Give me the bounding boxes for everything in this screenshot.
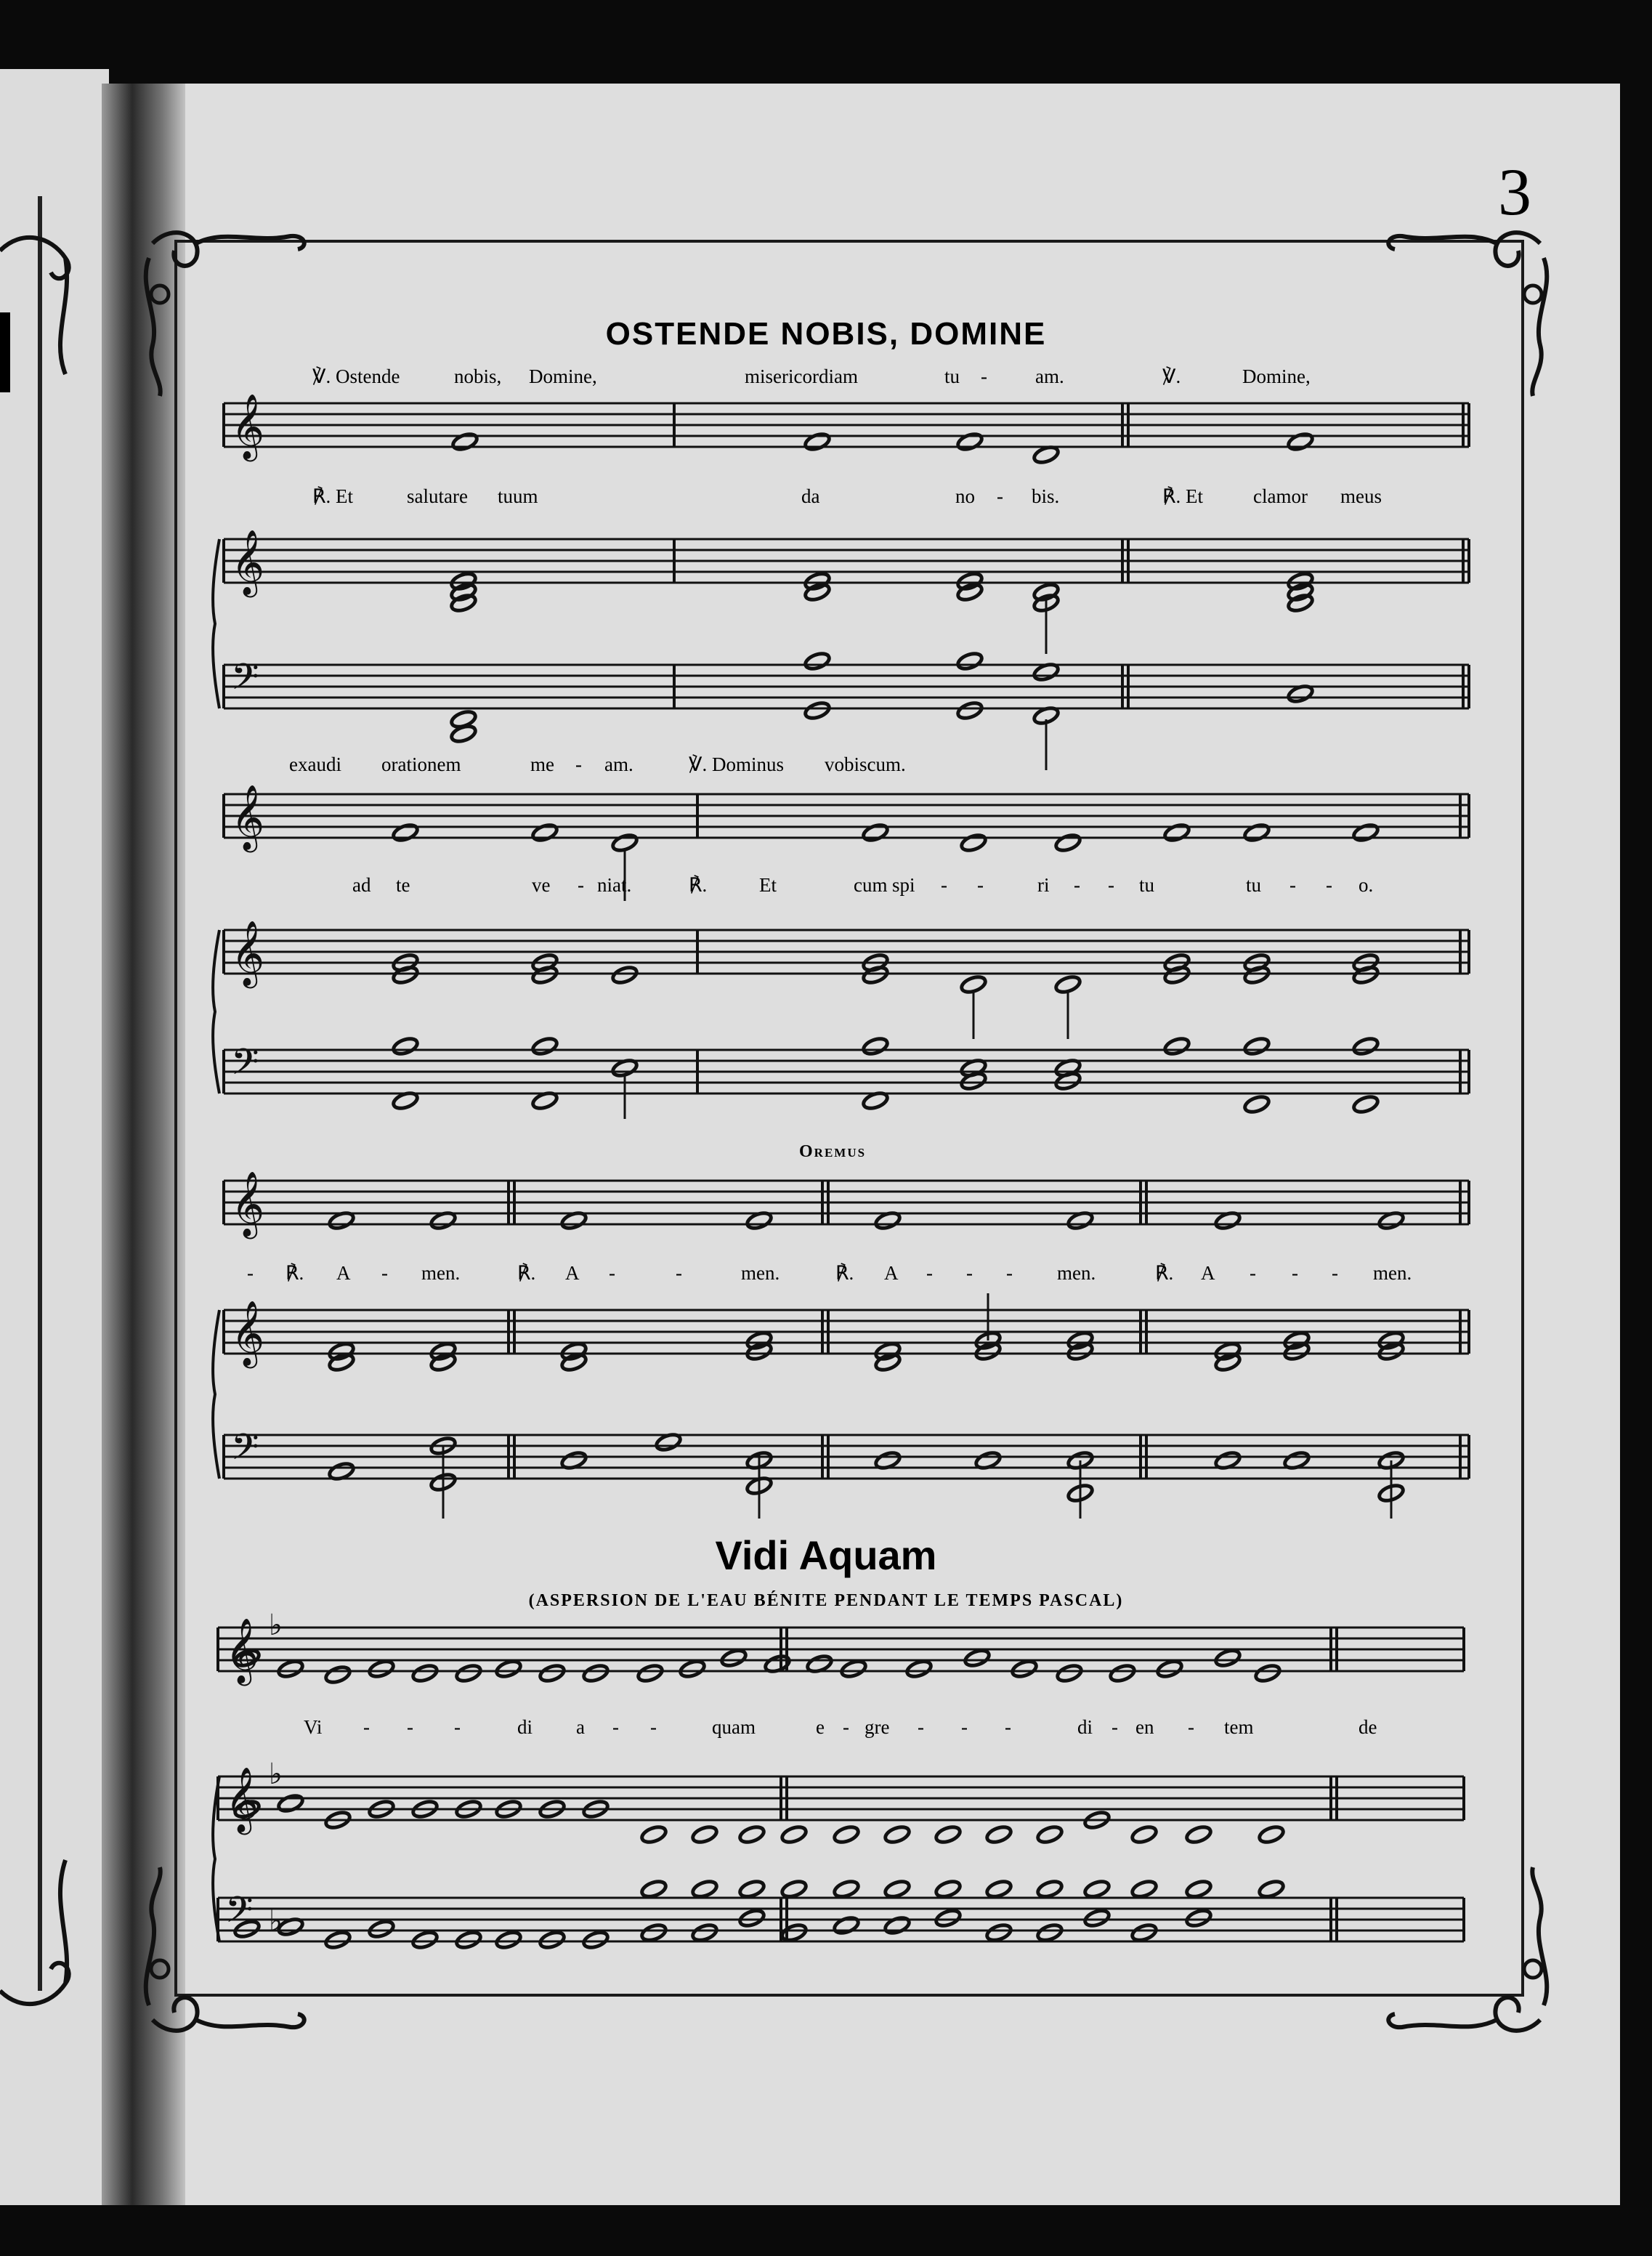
note-head bbox=[277, 1793, 304, 1814]
note-head bbox=[1377, 1341, 1405, 1362]
note-head bbox=[277, 1659, 304, 1680]
lyric-syllable: ℟. bbox=[286, 1262, 304, 1284]
note-head bbox=[883, 1915, 911, 1936]
lyric-syllable: bis. bbox=[1032, 485, 1060, 507]
flat-sign-icon: ♭ bbox=[269, 1609, 283, 1642]
note-head bbox=[1056, 1663, 1083, 1684]
note-head bbox=[720, 1648, 748, 1669]
staff-brace bbox=[213, 1310, 219, 1479]
note-head bbox=[745, 1341, 773, 1362]
treble-clef-icon: 𝄞 bbox=[225, 1767, 259, 1832]
lyric-syllable: - bbox=[1005, 1716, 1011, 1738]
note-head bbox=[531, 822, 559, 844]
lyric-syllable: tu bbox=[944, 365, 960, 387]
lyric-syllable: - bbox=[1074, 874, 1080, 896]
lyric-syllable: orationem bbox=[381, 753, 461, 775]
lyric-syllable: ℟. bbox=[1155, 1262, 1174, 1284]
note-head bbox=[840, 1659, 867, 1680]
treble-clef-icon: 𝄞 bbox=[231, 1301, 265, 1366]
note-head bbox=[833, 1915, 860, 1936]
lyric-syllable: o. bbox=[1359, 874, 1374, 896]
bass-clef-icon: 𝄢 bbox=[231, 656, 259, 708]
lyric-syllable: - bbox=[1289, 874, 1296, 896]
note-head bbox=[780, 1923, 808, 1944]
note-head bbox=[803, 582, 831, 603]
lyric-syllable: am. bbox=[1035, 365, 1064, 387]
flat-sign-icon: ♭ bbox=[269, 1904, 283, 1938]
hymn-title-vidi-aquam: Vidi Aquam bbox=[715, 1532, 937, 1578]
note-head bbox=[905, 1659, 933, 1680]
note-head bbox=[934, 1879, 962, 1900]
lyric-syllable: - bbox=[918, 1716, 924, 1738]
note-head bbox=[1287, 432, 1314, 453]
note-head bbox=[1130, 1824, 1158, 1845]
treble-clef-icon: 𝄞 bbox=[231, 785, 265, 850]
note-head bbox=[934, 1908, 962, 1929]
note-head bbox=[833, 1879, 860, 1900]
lyric-syllable: - bbox=[981, 365, 987, 387]
lyric-syllable: te bbox=[396, 874, 410, 896]
note-head bbox=[1258, 1879, 1285, 1900]
lyric-syllable: ℟. bbox=[689, 874, 708, 896]
lyric-syllable: gre bbox=[865, 1716, 890, 1738]
lyric-syllable: - bbox=[1108, 874, 1114, 896]
note-head bbox=[495, 1930, 522, 1951]
note-head bbox=[1243, 1094, 1271, 1115]
lyric-syllable: salutare bbox=[407, 485, 468, 507]
bass-clef-icon: 𝄢 bbox=[231, 1041, 259, 1093]
note-head bbox=[324, 1665, 352, 1686]
note-head bbox=[883, 1824, 911, 1845]
note-head bbox=[611, 833, 639, 854]
lyric-syllable: ℟. Et bbox=[312, 485, 353, 507]
lyric-syllable: ℣. Ostende bbox=[312, 365, 400, 387]
lyric-syllable: - bbox=[843, 1716, 849, 1738]
staff-brace bbox=[213, 930, 219, 1093]
note-head bbox=[1185, 1879, 1212, 1900]
lyric-syllable: - bbox=[1006, 1262, 1013, 1284]
lyric-syllable: ri bbox=[1037, 874, 1050, 896]
lyric-syllable: - bbox=[941, 874, 947, 896]
lyric-syllable: misericordiam bbox=[745, 365, 858, 387]
note-head bbox=[1258, 1824, 1285, 1845]
treble-clef-icon: 𝄞 bbox=[225, 1618, 259, 1683]
note-head bbox=[1352, 1094, 1380, 1115]
note-head bbox=[956, 700, 984, 721]
lyric-syllable: en bbox=[1135, 1716, 1154, 1738]
lyric-syllable: nobis, bbox=[454, 365, 502, 387]
note-head bbox=[640, 1824, 668, 1845]
lyric-syllable: da bbox=[801, 485, 820, 507]
lyric-syllable: - bbox=[966, 1262, 973, 1284]
note-head bbox=[833, 1824, 860, 1845]
note-head bbox=[429, 1352, 457, 1373]
note-head bbox=[803, 432, 831, 453]
lyric-syllable: tem bbox=[1224, 1716, 1254, 1738]
lyric-syllable: - bbox=[363, 1716, 370, 1738]
note-head bbox=[985, 1923, 1013, 1944]
note-head bbox=[691, 1879, 718, 1900]
note-head bbox=[691, 1923, 718, 1944]
note-head bbox=[1036, 1824, 1064, 1845]
flat-sign-icon: ♭ bbox=[269, 1758, 283, 1791]
lyric-syllable: - bbox=[247, 1262, 254, 1284]
note-head bbox=[1254, 1663, 1281, 1684]
note-head bbox=[368, 1919, 395, 1940]
staff-brace bbox=[213, 539, 219, 708]
lyric-syllable: men. bbox=[1057, 1262, 1096, 1284]
note-head bbox=[1109, 1663, 1136, 1684]
lyric-syllable: men. bbox=[421, 1262, 461, 1284]
note-head bbox=[560, 1352, 588, 1373]
lyric-syllable: - bbox=[575, 753, 582, 775]
lyric-syllable: - bbox=[926, 1262, 933, 1284]
lyric-syllable: meus bbox=[1340, 485, 1382, 507]
note-head bbox=[455, 1663, 482, 1684]
note-head bbox=[780, 1824, 808, 1845]
note-head bbox=[531, 1036, 559, 1057]
oremus-label: Oremus bbox=[799, 1142, 867, 1161]
lyric-syllable: vobiscum. bbox=[825, 753, 906, 775]
note-head bbox=[974, 1341, 1002, 1362]
note-head bbox=[934, 1824, 962, 1845]
note-head bbox=[611, 965, 639, 986]
lyric-syllable: a bbox=[576, 1716, 585, 1738]
lyric-syllable: men. bbox=[1373, 1262, 1412, 1284]
note-head bbox=[411, 1930, 439, 1951]
note-head bbox=[1163, 822, 1191, 844]
lyric-syllable: de bbox=[1359, 1716, 1377, 1738]
lyric-syllable: A bbox=[884, 1262, 899, 1284]
note-head bbox=[862, 822, 889, 844]
note-head bbox=[1066, 1341, 1094, 1362]
lyric-syllable: quam bbox=[712, 1716, 756, 1738]
note-head bbox=[1214, 1648, 1242, 1669]
lyric-syllable: - bbox=[1250, 1262, 1256, 1284]
hymn-title-ostende: OSTENDE NOBIS, DOMINE bbox=[605, 316, 1047, 352]
treble-clef-icon: 𝄞 bbox=[231, 530, 265, 595]
note-head bbox=[985, 1879, 1013, 1900]
lyric-syllable: niat. bbox=[597, 874, 632, 896]
note-head bbox=[1083, 1908, 1111, 1929]
note-head bbox=[1036, 1923, 1064, 1944]
note-head bbox=[450, 593, 477, 614]
note-head bbox=[874, 1352, 902, 1373]
lyric-syllable: ℣. Dominus bbox=[689, 753, 784, 775]
note-head bbox=[582, 1930, 610, 1951]
hymn-subtitle: (ASPERSION DE L'EAU BÉNITE PENDANT LE TEMPS PASCAL) bbox=[528, 1591, 1124, 1610]
lyric-syllable: exaudi bbox=[289, 753, 341, 775]
lyric-syllable: tu bbox=[1139, 874, 1155, 896]
page-number: 3 bbox=[1498, 155, 1531, 229]
lyric-syllable: ℟. bbox=[835, 1262, 854, 1284]
lyric-syllable: - bbox=[609, 1262, 615, 1284]
lyric-syllable: no bbox=[955, 485, 975, 507]
bass-clef-icon: 𝄢 bbox=[225, 1889, 254, 1941]
treble-clef-icon: 𝄞 bbox=[231, 921, 265, 986]
lyric-syllable: - bbox=[977, 874, 984, 896]
lyric-syllable: - bbox=[1332, 1262, 1338, 1284]
lyric-syllable: Et bbox=[759, 874, 777, 896]
note-head bbox=[1243, 822, 1271, 844]
lyric-syllable: - bbox=[1188, 1716, 1194, 1738]
note-head bbox=[328, 1352, 355, 1373]
note-head bbox=[956, 651, 984, 672]
lyric-syllable: - bbox=[1112, 1716, 1118, 1738]
lyric-syllable: spi bbox=[892, 874, 915, 896]
lyric-syllable: - bbox=[407, 1716, 413, 1738]
note-head bbox=[985, 1824, 1013, 1845]
note-head bbox=[1287, 593, 1314, 614]
lyric-syllable: - bbox=[997, 485, 1003, 507]
note-head bbox=[640, 1923, 668, 1944]
note-head bbox=[1156, 1659, 1183, 1680]
note-head bbox=[324, 1930, 352, 1951]
note-head bbox=[1185, 1908, 1212, 1929]
lyric-syllable: - bbox=[676, 1262, 682, 1284]
lyric-syllable: A bbox=[565, 1262, 580, 1284]
lyric-syllable: ℣. bbox=[1162, 365, 1181, 387]
note-head bbox=[679, 1659, 706, 1680]
lyric-syllable: ℟. bbox=[517, 1262, 536, 1284]
lyric-syllable: - bbox=[1292, 1262, 1298, 1284]
note-head bbox=[1185, 1824, 1212, 1845]
lyric-syllable: cum bbox=[854, 874, 888, 896]
note-head bbox=[1130, 1923, 1158, 1944]
lyric-syllable: ve bbox=[532, 874, 551, 896]
note-head bbox=[640, 1879, 668, 1900]
note-head bbox=[738, 1879, 766, 1900]
lyric-syllable: ad bbox=[352, 874, 371, 896]
note-head bbox=[1011, 1659, 1038, 1680]
lyric-syllable: Domine, bbox=[1242, 365, 1311, 387]
lyric-syllable: am. bbox=[604, 753, 633, 775]
lyric-syllable: e bbox=[816, 1716, 825, 1738]
note-head bbox=[368, 1659, 395, 1680]
lyric-syllable: - bbox=[612, 1716, 619, 1738]
note-head bbox=[1283, 1341, 1311, 1362]
lyric-syllable: tu bbox=[1246, 874, 1262, 896]
note-head bbox=[862, 1036, 889, 1057]
note-head bbox=[738, 1824, 766, 1845]
lyric-syllable: Vi bbox=[304, 1716, 323, 1738]
lyric-syllable: - bbox=[1326, 874, 1332, 896]
treble-clef-icon: 𝄞 bbox=[231, 394, 265, 459]
note-head bbox=[963, 1648, 991, 1669]
note-head bbox=[883, 1879, 911, 1900]
lyric-syllable: - bbox=[381, 1262, 388, 1284]
note-head bbox=[451, 432, 479, 453]
lyric-syllable: tuum bbox=[498, 485, 538, 507]
note-head bbox=[960, 833, 987, 854]
note-head bbox=[495, 1659, 522, 1680]
note-head bbox=[780, 1879, 808, 1900]
lyric-syllable: me bbox=[530, 753, 554, 775]
note-head bbox=[960, 974, 987, 995]
note-head bbox=[538, 1930, 566, 1951]
note-head bbox=[691, 1824, 718, 1845]
note-head bbox=[636, 1663, 664, 1684]
note-head bbox=[1163, 1036, 1191, 1057]
treble-clef-icon: 𝄞 bbox=[231, 1171, 265, 1237]
note-head bbox=[582, 1663, 610, 1684]
lyric-syllable: A bbox=[1201, 1262, 1215, 1284]
note-head bbox=[455, 1930, 482, 1951]
note-head bbox=[1054, 833, 1082, 854]
lyric-syllable: - bbox=[454, 1716, 461, 1738]
note-head bbox=[1214, 1352, 1242, 1373]
lyric-syllable: ℟. Et bbox=[1162, 485, 1203, 507]
note-head bbox=[1352, 1036, 1380, 1057]
note-head bbox=[956, 582, 984, 603]
note-head bbox=[1243, 1036, 1271, 1057]
lyric-syllable: Domine, bbox=[529, 365, 597, 387]
note-head bbox=[1083, 1879, 1111, 1900]
note-head bbox=[956, 432, 984, 453]
lyric-syllable: A bbox=[336, 1262, 351, 1284]
note-head bbox=[392, 822, 419, 844]
note-head bbox=[1036, 1879, 1064, 1900]
note-head bbox=[738, 1908, 766, 1929]
note-head bbox=[803, 651, 831, 672]
note-head bbox=[1054, 974, 1082, 995]
note-head bbox=[1352, 822, 1380, 844]
note-head bbox=[392, 1036, 419, 1057]
lyric-syllable: - bbox=[650, 1716, 657, 1738]
note-head bbox=[1130, 1879, 1158, 1900]
bass-clef-icon: 𝄢 bbox=[231, 1426, 259, 1478]
lyric-syllable: clamor bbox=[1253, 485, 1308, 507]
lyric-syllable: di bbox=[1077, 1716, 1093, 1738]
note-head bbox=[538, 1663, 566, 1684]
note-head bbox=[411, 1663, 439, 1684]
lyric-syllable: di bbox=[517, 1716, 533, 1738]
note-head bbox=[803, 700, 831, 721]
lyric-syllable: - bbox=[578, 874, 584, 896]
lyric-syllable: - bbox=[961, 1716, 968, 1738]
lyric-syllable: men. bbox=[741, 1262, 780, 1284]
